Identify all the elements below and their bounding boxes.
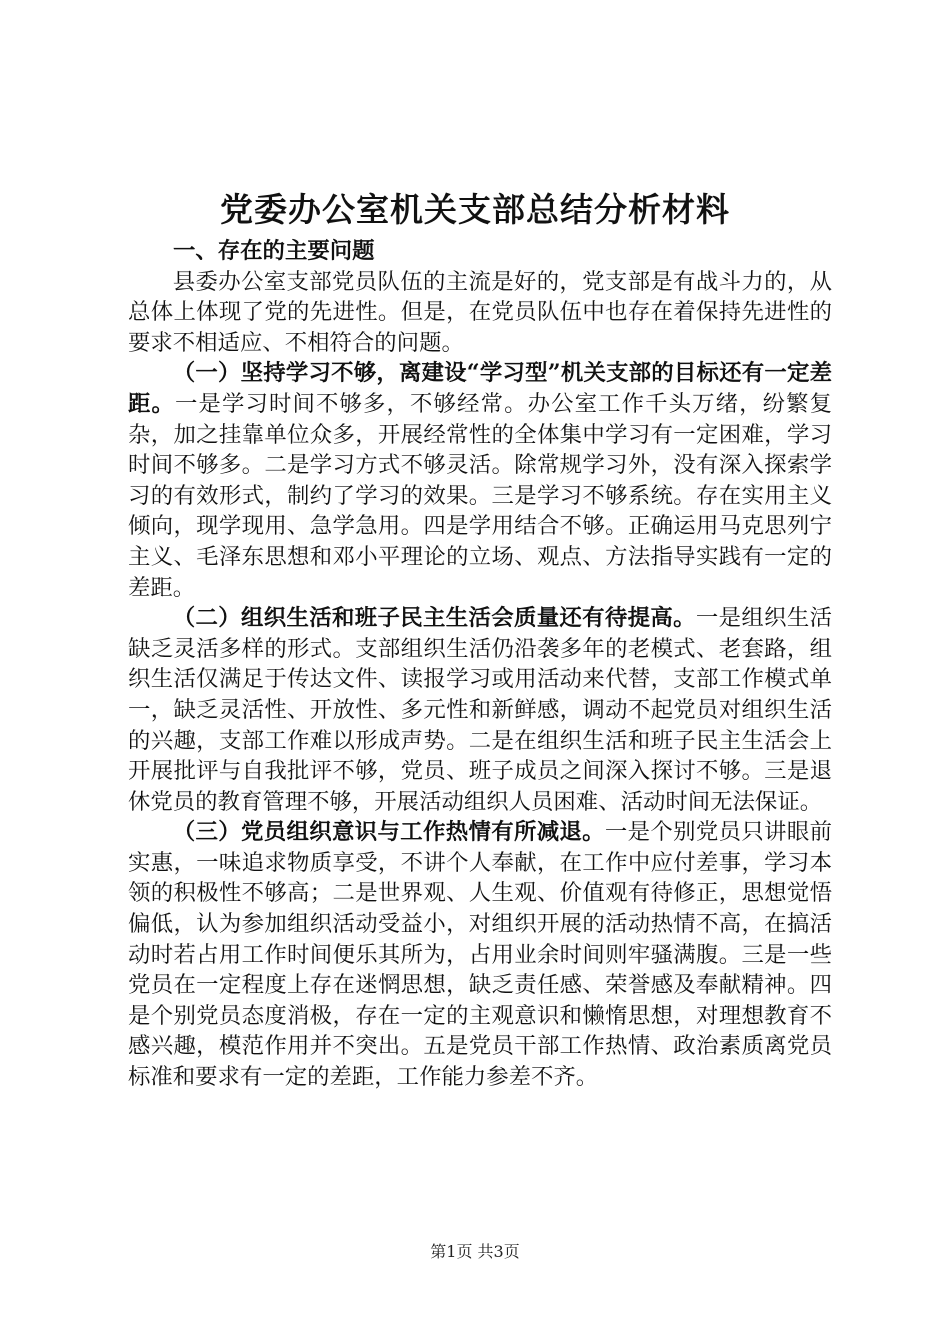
intro-paragraph: 县委办公室支部党员队伍的主流是好的，党支部是有战斗力的，从总体上体现了党的先进性。但是，在党员队伍中也存在着保持先进性的要求不相适应、不相符合的问题。 — [128, 268, 832, 356]
point-paragraph-1 — [128, 358, 832, 603]
point-heading-2: （二）组织生活和班子民主生活会质量还有待提高。 — [172, 605, 696, 632]
section-heading: 一、存在的主要问题 — [173, 238, 375, 264]
point-heading-1: （一）坚持学习不够，离建设“学习型”机关支部的目标还有一定差距。 — [128, 360, 832, 417]
point-heading-3: （三）党员组织意识与工作热情有所减退。 — [172, 819, 605, 846]
document-title: 党委办公室机关支部总结分析材料 — [220, 190, 730, 229]
point-text-2: 一是组织生活缺乏灵活多样的形式。支部组织生活仍沿袭多年的老模式、老套路，组织生活仅满足于传达文件、读报学习或用活动来代替，支部工作模式单一，缺乏灵活性、开放性、多元性和新鲜感，调动不起党员对组织生活的兴趣，支部工作难以形成声势。二是在组织生活和班子民主生活会上开展批评与自我批评不够，党员、班子成员之间深入探讨不够。三是退休党员的教育管理不够，开展活动组织人员困难、活动时间无法保证。 — [128, 605, 833, 815]
page-number-footer: 第1页 共3页 — [430, 1242, 520, 1261]
point-text-1: 一是学习时间不够多，不够经常。办公室工作千头万绪，纷繁复杂，加之挂靠单位众多，开展经常性的全体集中学习有一定困难，学习时间不够多。二是学习方式不够灵活。除常规学习外，没有深入探索学习的有效形式，制约了学习的效果。三是学习不够系统。存在实用主义倾向，现学现用、急学急用。四是学用结合不够。正确运用马克思列宁主义、毛泽东思想和邓小平理论的立场、观点、方法指导实践有一定的差距。 — [128, 390, 833, 601]
point-paragraph-2 — [128, 603, 832, 817]
point-text-3: 一是个别党员只讲眼前实惠，一味追求物质享受，不讲个人奉献，在工作中应付差事，学习本领的积极性不够高；二是世界观、人生观、价值观有待修正，思想觉悟偏低，认为参加组织活动受益小，对组织开展的活动热情不高，在搞活动时若占用工作时间便乐其所为，占用业余时间则牢骚满腹。三是一些党员在一定程度上存在迷惘思想，缺乏责任感、荣誉感及奉献精神。四是个别党员态度消极，存在一定的主观意识和懒惰思想，对理想教育不感兴趣，模范作用并不突出。五是党员干部工作热情、政治素质离党员标准和要求有一定的差距，工作能力参差不齐。 — [128, 819, 833, 1091]
document-body — [128, 236, 832, 1093]
point-paragraph-3 — [128, 817, 832, 1092]
